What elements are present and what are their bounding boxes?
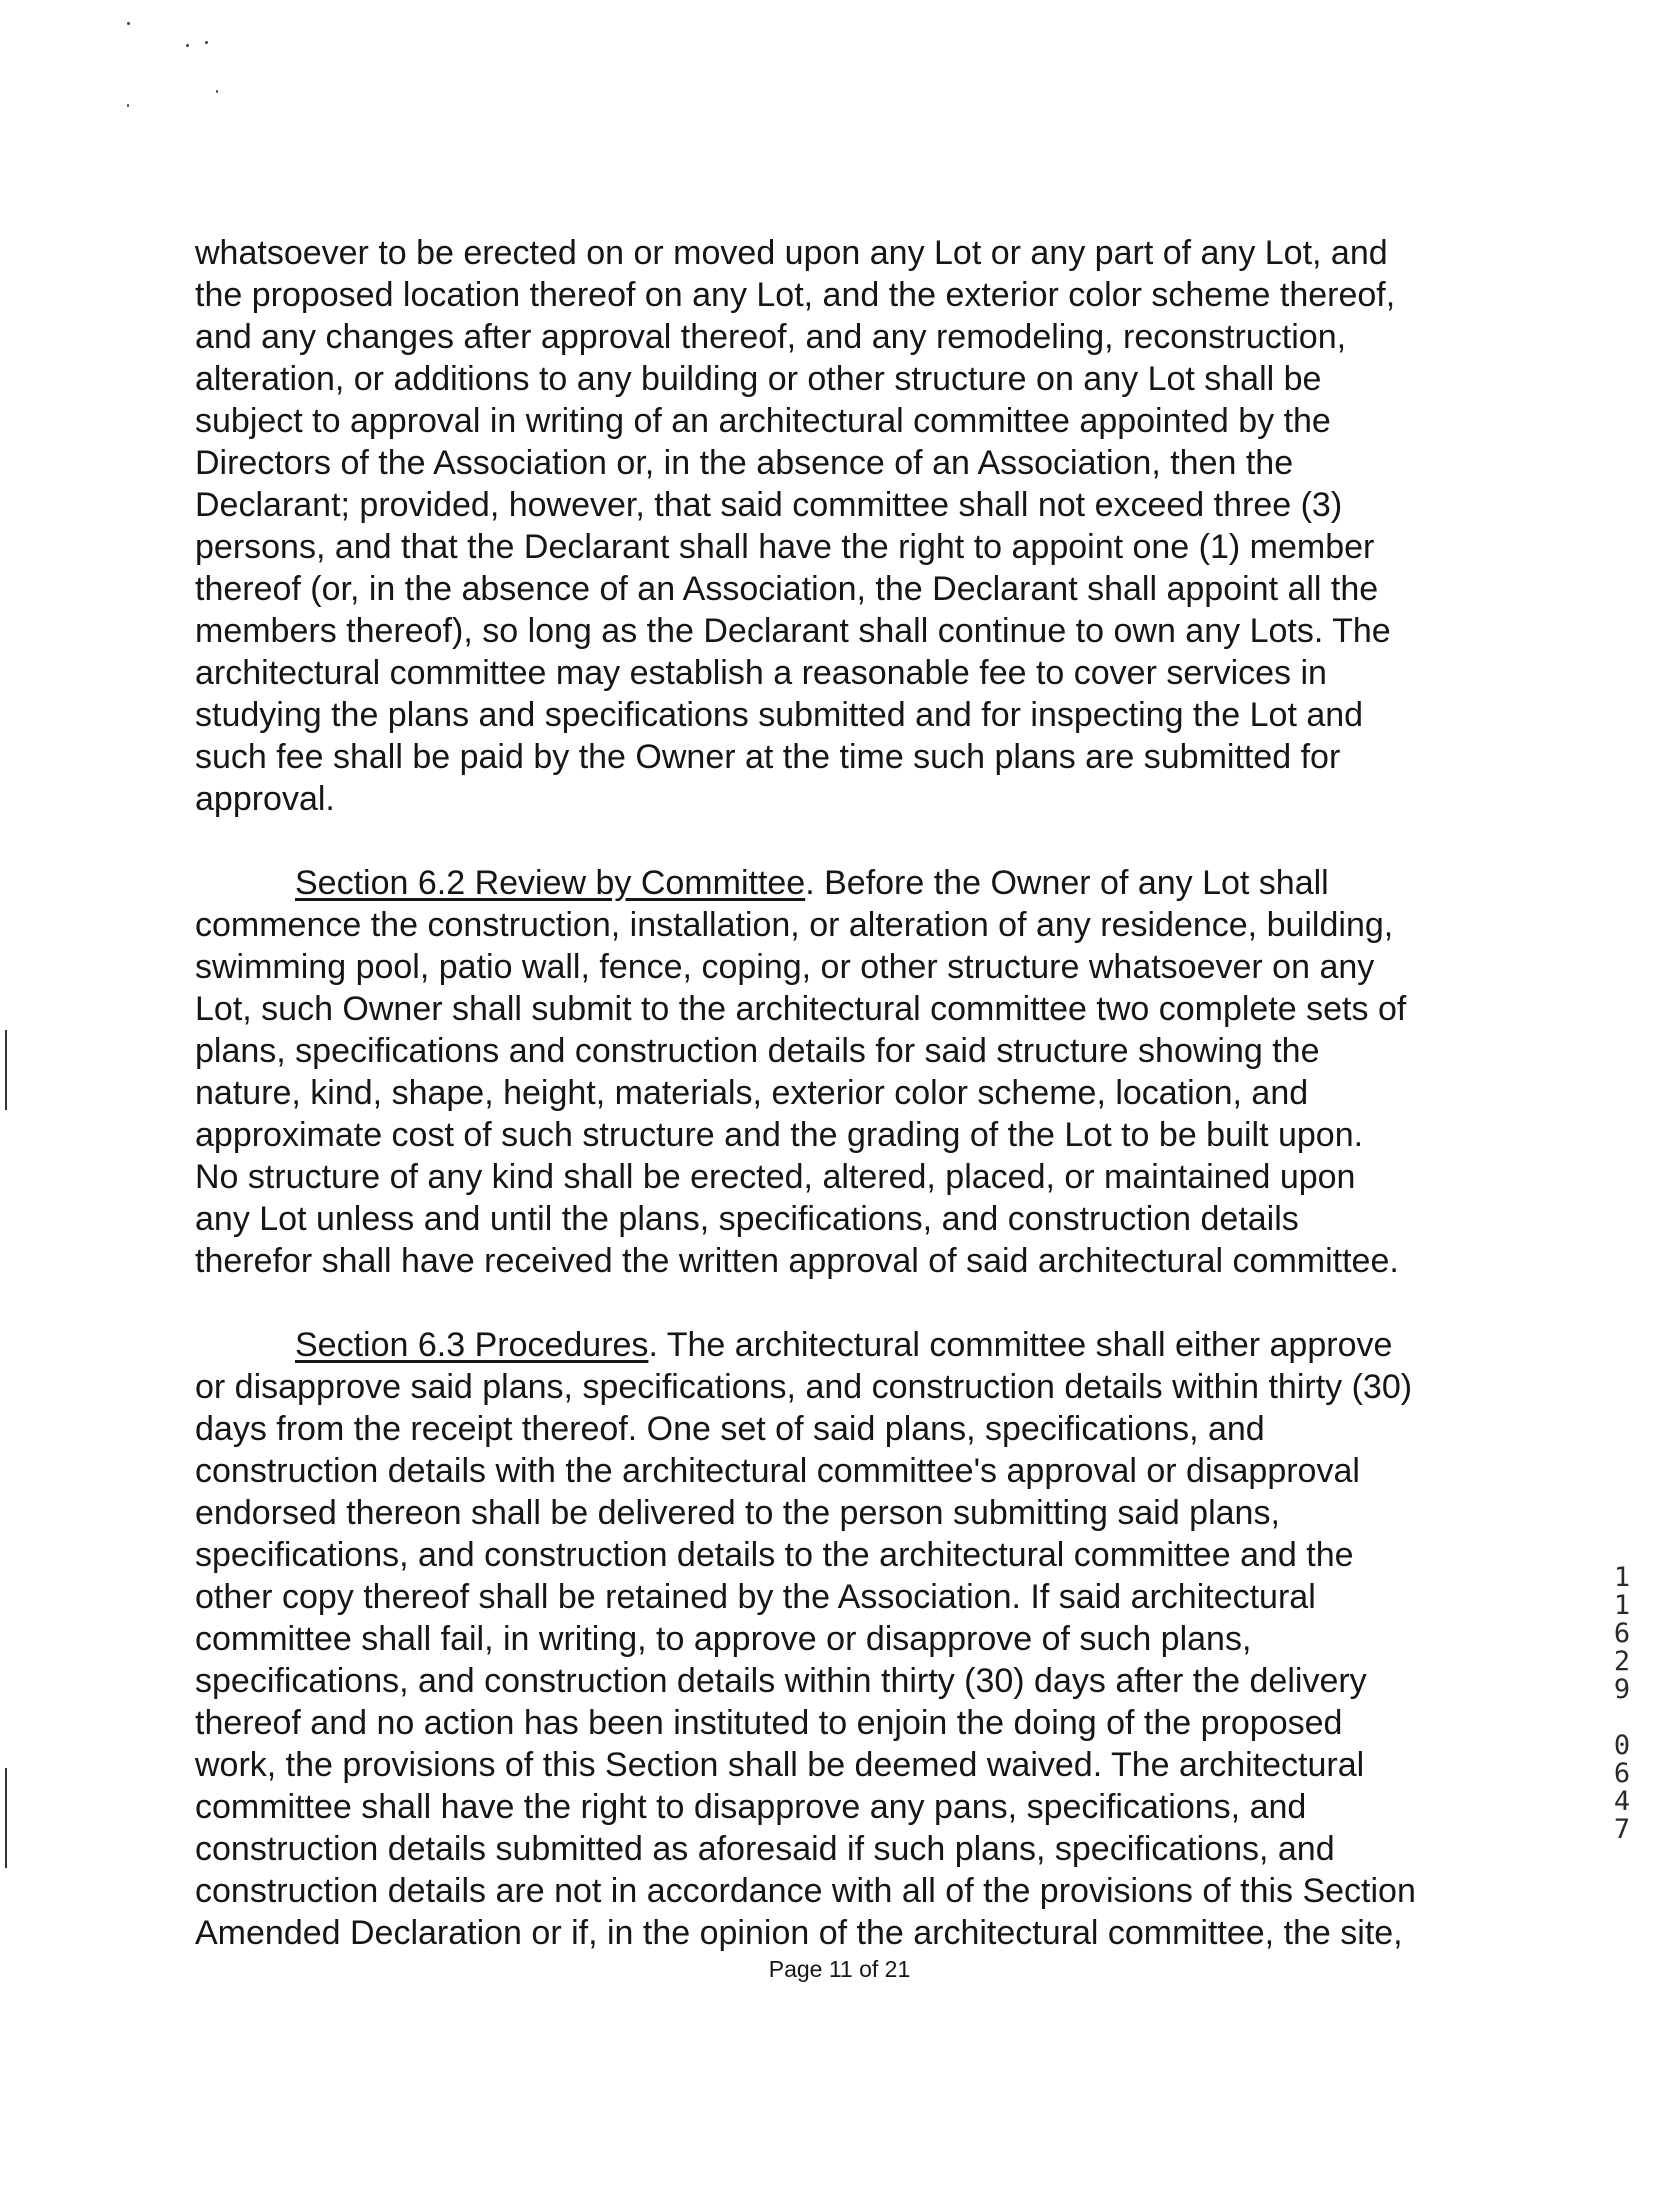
scan-speck [205, 41, 208, 44]
page-number-footer: Page 11 of 21 [768, 1956, 911, 1982]
scan-speck [186, 44, 189, 47]
paragraph-section-6-2 [195, 862, 1495, 1282]
recording-number-stamp: 1 1 6 2 9 0 6 4 7 [1613, 1562, 1631, 1845]
scan-speck [127, 22, 130, 25]
paragraph-text: whatsoever to be erected on or moved upon any Lot or any part of any Lot, and the proposed location thereof on any Lot, and the exterior color scheme thereof, and any changes after approval thereof, and any remodeling, reconstruction, alteration, or additions to any building or other structure on any Lot shall be subject to approval in writing of an architectural committee appointed by the Directors of the Association or, in the absence of an Association, then the Declarant; provided, however, that said committee shall not exceed three (3) persons, and that the Declarant shall have the right to appoint one (1) member thereof (or, in the absence of an Association, the Declarant shall appoint all the members thereof), so long as the Declarant shall continue to own any Lots. The architectural committee may establish a reasonable fee to cover services in studying the plans and specifications submitted and for inspecting the Lot and such fee shall be paid by the Owner at the time such plans are submitted for approval. [195, 234, 1396, 818]
margin-change-bar [5, 1768, 7, 1868]
paragraph-text: . Before the Owner of any Lot shall commence the construction, installation, or alteration of any residence, building, swimming pool, patio wall, fence, coping, or other structure whatsoever on any Lot, such Owner shall submit to the architectural committee two complete sets of plans, specifications and construction details for said structure showing the nature, kind, shape, height, materials, exterior color scheme, location, and approximate cost of such structure and the grading of the Lot to be built upon. No structure of any kind shall be erected, altered, placed, or maintained upon any Lot unless and until the plans, specifications, and construction details therefor shall have received the written approval of said architectural committee. [195, 864, 1407, 1280]
scan-speck [127, 104, 129, 107]
paragraph-section-6-3 [195, 1324, 1495, 1954]
paragraph-text: . The architectural committee shall either approve or disapprove said plans, specifications, and construction details within thirty (30) days from the receipt thereof. One set of said plans, specifications, and construction details with the architectural committee's approval or disapproval endorsed thereon shall be delivered to the person submitting said plans, specifications, and construction details to the architectural committee and the other copy thereof shall be retained by the Association. If said architectural committee shall fail, in writing, to approve or disapprove of such plans, specifications, and construction details within thirty (30) days after the delivery thereof and no action has been instituted to enjoin the doing of the proposed work, the provisions of this Section shall be deemed waived. The architectural committee shall have the right to disapprove any pans, specifications, and construction details submitted as aforesaid if such plans, specifications, and construction details are not in accordance with all of the provisions of this Section Amended Declaration or if, in the opinion of the architectural committee, the site, [195, 1326, 1416, 1952]
scan-speck [216, 90, 218, 93]
section-heading: Section 6.3 Procedures [295, 1326, 649, 1364]
paragraph-continuation [195, 190, 1495, 820]
section-heading: Section 6.2 Review by Committee [295, 864, 806, 902]
margin-change-bar [5, 1030, 7, 1110]
document-body [195, 190, 1495, 1996]
